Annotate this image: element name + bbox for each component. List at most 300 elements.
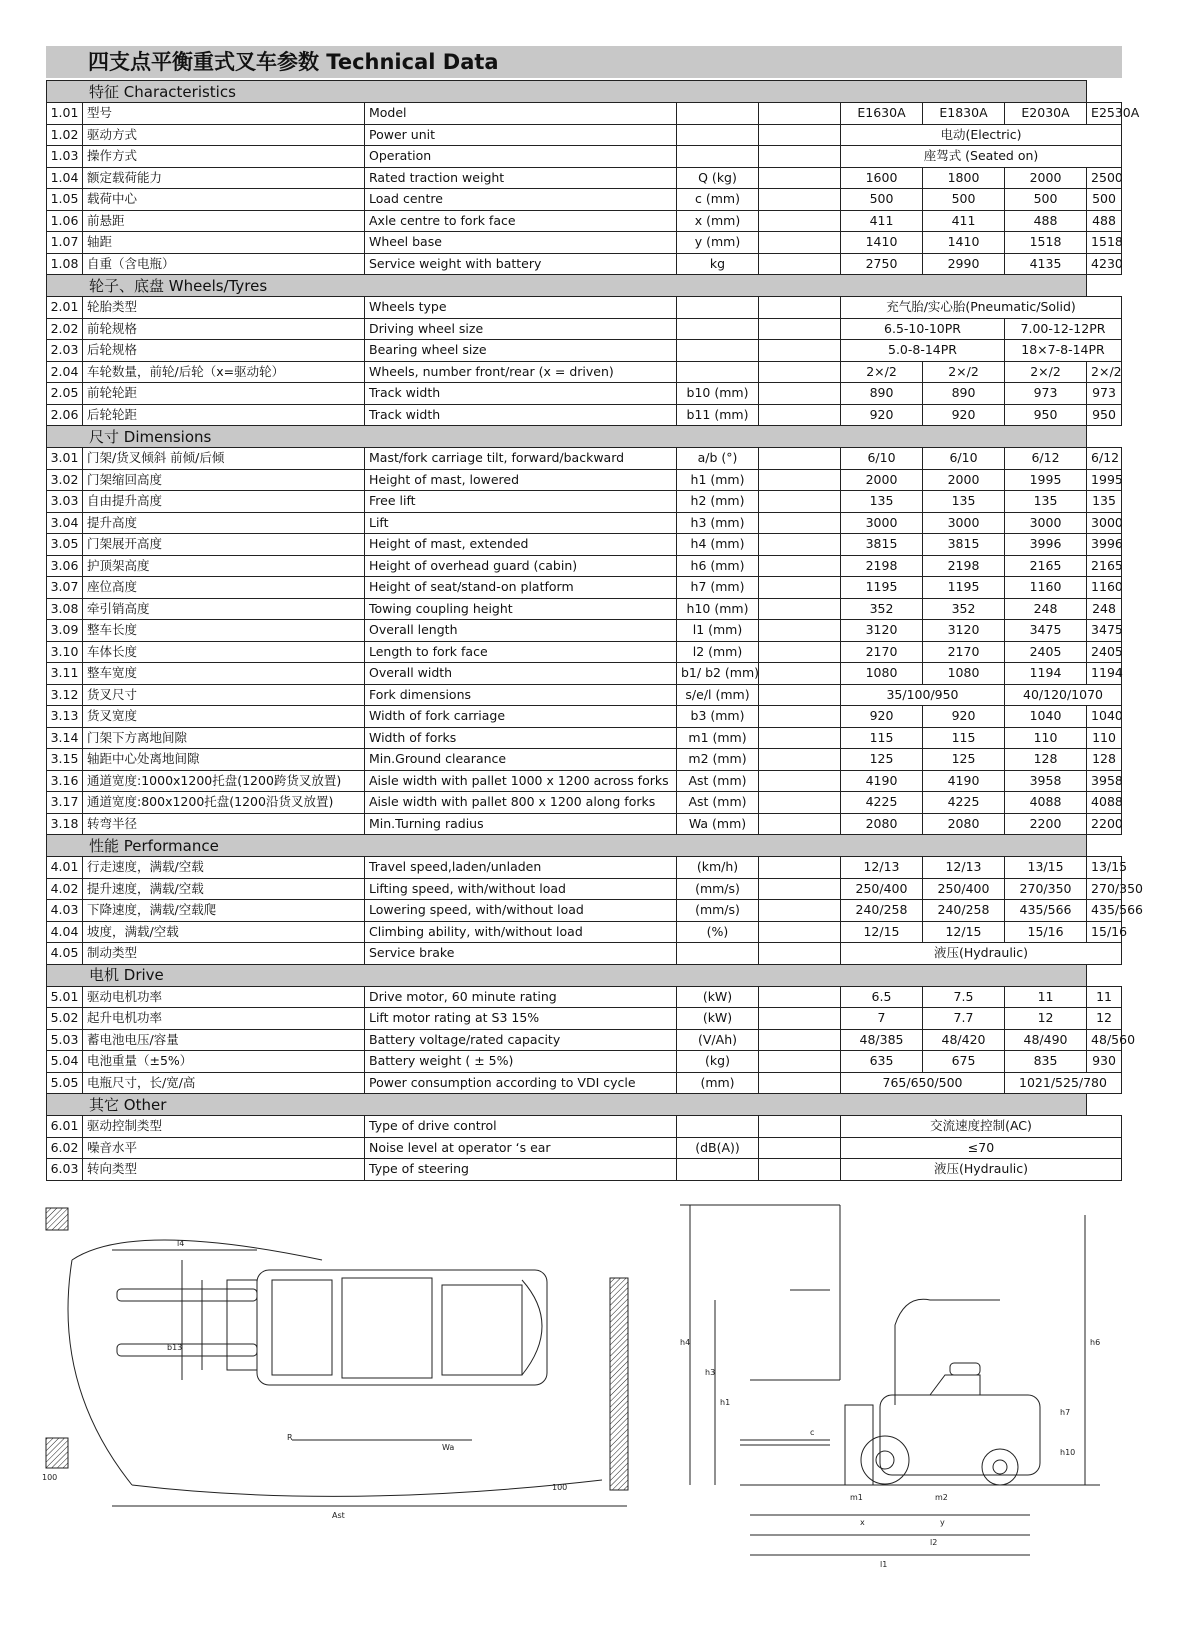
param-cn: 噪音水平 bbox=[83, 1137, 365, 1159]
table-row bbox=[47, 491, 1122, 513]
param-en: Driving wheel size bbox=[365, 318, 677, 340]
value: 1021/525/780 bbox=[1005, 1072, 1122, 1094]
table-row bbox=[47, 189, 1122, 211]
param-cn: 下降速度，满载/空载爬 bbox=[83, 900, 365, 922]
value: 352 bbox=[841, 598, 923, 620]
value: 3815 bbox=[923, 534, 1005, 556]
param-en: Length to fork face bbox=[365, 641, 677, 663]
value: 250/400 bbox=[923, 878, 1005, 900]
value: 2×/2 bbox=[1005, 361, 1087, 383]
value: 115 bbox=[841, 727, 923, 749]
table-row bbox=[47, 210, 1122, 232]
param-cn: 货叉宽度 bbox=[83, 706, 365, 728]
row-number: 1.03 bbox=[47, 146, 83, 168]
value: 2165 bbox=[1087, 555, 1122, 577]
spacer bbox=[759, 598, 841, 620]
unit: h7 (mm) bbox=[677, 577, 759, 599]
unit: (kW) bbox=[677, 986, 759, 1008]
value: 1194 bbox=[1005, 663, 1087, 685]
unit: x (mm) bbox=[677, 210, 759, 232]
value: 2×/2 bbox=[1087, 361, 1122, 383]
table-row bbox=[47, 598, 1122, 620]
value: 3958 bbox=[1087, 770, 1122, 792]
param-en: Aisle width with pallet 800 x 1200 along forks bbox=[365, 792, 677, 814]
spacer bbox=[759, 253, 841, 275]
value: 4230 bbox=[1087, 253, 1122, 275]
value: 液压(Hydraulic) bbox=[841, 1159, 1122, 1181]
value: 135 bbox=[841, 491, 923, 513]
value: 240/258 bbox=[923, 900, 1005, 922]
value: 3120 bbox=[923, 620, 1005, 642]
spacer bbox=[759, 1137, 841, 1159]
table-row bbox=[47, 383, 1122, 405]
value: E1830A bbox=[923, 103, 1005, 125]
spacer bbox=[759, 555, 841, 577]
row-number: 3.13 bbox=[47, 706, 83, 728]
value: 973 bbox=[1087, 383, 1122, 405]
param-cn: 门架/货叉倾斜 前倾/后倾 bbox=[83, 448, 365, 470]
dim-100-right: 100 bbox=[552, 1483, 568, 1492]
value: 6.5 bbox=[841, 986, 923, 1008]
value: 2×/2 bbox=[841, 361, 923, 383]
row-number: 3.08 bbox=[47, 598, 83, 620]
row-number: 2.01 bbox=[47, 297, 83, 319]
value: 12/15 bbox=[923, 921, 1005, 943]
value: 3815 bbox=[841, 534, 923, 556]
row-number: 2.03 bbox=[47, 340, 83, 362]
spacer bbox=[759, 534, 841, 556]
value: 125 bbox=[841, 749, 923, 771]
unit: b1/ b2 (mm) bbox=[677, 663, 759, 685]
value: 1195 bbox=[841, 577, 923, 599]
section-title: 尺寸 Dimensions bbox=[47, 426, 1087, 448]
table-row bbox=[47, 577, 1122, 599]
spacer bbox=[759, 1072, 841, 1094]
value: 3000 bbox=[1005, 512, 1087, 534]
value: 48/420 bbox=[923, 1029, 1005, 1051]
value: 411 bbox=[923, 210, 1005, 232]
section-title: 轮子、底盘 Wheels/Tyres bbox=[47, 275, 1087, 297]
param-cn: 车体长度 bbox=[83, 641, 365, 663]
section-header bbox=[47, 835, 1122, 857]
row-number: 3.10 bbox=[47, 641, 83, 663]
value: 12/13 bbox=[841, 857, 923, 879]
value: 4190 bbox=[841, 770, 923, 792]
value: 交流速度控制(AC) bbox=[841, 1116, 1122, 1138]
value: 890 bbox=[923, 383, 1005, 405]
value: 充气胎/实心胎(Pneumatic/Solid) bbox=[841, 297, 1122, 319]
spacer bbox=[759, 318, 841, 340]
row-number: 3.03 bbox=[47, 491, 83, 513]
value: 1410 bbox=[841, 232, 923, 254]
param-cn: 转弯半径 bbox=[83, 813, 365, 835]
param-cn: 护顶架高度 bbox=[83, 555, 365, 577]
value: 2000 bbox=[1005, 167, 1087, 189]
table-row bbox=[47, 167, 1122, 189]
table-row bbox=[47, 943, 1122, 965]
row-number: 1.06 bbox=[47, 210, 83, 232]
value: 2500 bbox=[1087, 167, 1122, 189]
value: 890 bbox=[841, 383, 923, 405]
value: 3000 bbox=[1087, 512, 1122, 534]
value: 110 bbox=[1005, 727, 1087, 749]
spacer bbox=[759, 1159, 841, 1181]
unit: h1 (mm) bbox=[677, 469, 759, 491]
value: 1995 bbox=[1005, 469, 1087, 491]
table-row bbox=[47, 663, 1122, 685]
param-en: Noise level at operator ‘s ear bbox=[365, 1137, 677, 1159]
unit: m2 (mm) bbox=[677, 749, 759, 771]
value: 6/10 bbox=[841, 448, 923, 470]
unit: (mm) bbox=[677, 1072, 759, 1094]
param-en: Climbing ability, with/without load bbox=[365, 921, 677, 943]
unit: (mm/s) bbox=[677, 900, 759, 922]
param-cn: 轴距 bbox=[83, 232, 365, 254]
row-number: 4.01 bbox=[47, 857, 83, 879]
param-en: Min.Ground clearance bbox=[365, 749, 677, 771]
param-cn: 转向类型 bbox=[83, 1159, 365, 1181]
value: 18×7-8-14PR bbox=[1005, 340, 1122, 362]
row-number: 5.04 bbox=[47, 1051, 83, 1073]
table-row bbox=[47, 1008, 1122, 1030]
value: 270/350 bbox=[1087, 878, 1122, 900]
value: 2165 bbox=[1005, 555, 1087, 577]
table-row bbox=[47, 103, 1122, 125]
param-en: Wheel base bbox=[365, 232, 677, 254]
row-number: 5.05 bbox=[47, 1072, 83, 1094]
param-cn: 座位高度 bbox=[83, 577, 365, 599]
param-cn: 提升速度，满载/空载 bbox=[83, 878, 365, 900]
param-en: Load centre bbox=[365, 189, 677, 211]
table-row bbox=[47, 727, 1122, 749]
table-row bbox=[47, 1137, 1122, 1159]
value: 2200 bbox=[1087, 813, 1122, 835]
value: 920 bbox=[841, 404, 923, 426]
row-number: 3.16 bbox=[47, 770, 83, 792]
table-row bbox=[47, 641, 1122, 663]
value: 12 bbox=[1087, 1008, 1122, 1030]
value: 930 bbox=[1087, 1051, 1122, 1073]
value: ≤70 bbox=[841, 1137, 1122, 1159]
param-cn: 整车宽度 bbox=[83, 663, 365, 685]
param-en: Travel speed,laden/unladen bbox=[365, 857, 677, 879]
unit: h2 (mm) bbox=[677, 491, 759, 513]
unit: (V/Ah) bbox=[677, 1029, 759, 1051]
param-cn: 操作方式 bbox=[83, 146, 365, 168]
param-cn: 牵引销高度 bbox=[83, 598, 365, 620]
param-en: Free lift bbox=[365, 491, 677, 513]
value: 2405 bbox=[1005, 641, 1087, 663]
spacer bbox=[759, 361, 841, 383]
spacer bbox=[759, 1116, 841, 1138]
dim-h1: h1 bbox=[720, 1398, 731, 1407]
value: 1518 bbox=[1005, 232, 1087, 254]
dim-ast: Ast bbox=[332, 1511, 345, 1520]
spacer bbox=[759, 167, 841, 189]
value: 352 bbox=[923, 598, 1005, 620]
table-row bbox=[47, 448, 1122, 470]
row-number: 3.05 bbox=[47, 534, 83, 556]
param-cn: 载荷中心 bbox=[83, 189, 365, 211]
value: 250/400 bbox=[841, 878, 923, 900]
value: E1630A bbox=[841, 103, 923, 125]
top-view-drawing bbox=[42, 1200, 632, 1535]
value: 115 bbox=[923, 727, 1005, 749]
unit bbox=[677, 124, 759, 146]
section-header bbox=[47, 1094, 1122, 1116]
spacer bbox=[759, 210, 841, 232]
row-number: 3.11 bbox=[47, 663, 83, 685]
value: 3996 bbox=[1087, 534, 1122, 556]
param-cn: 制动类型 bbox=[83, 943, 365, 965]
section-header bbox=[47, 275, 1122, 297]
value: 1040 bbox=[1087, 706, 1122, 728]
param-en: Lowering speed, with/without load bbox=[365, 900, 677, 922]
value: 411 bbox=[841, 210, 923, 232]
param-en: Battery weight ( ± 5%) bbox=[365, 1051, 677, 1073]
unit bbox=[677, 361, 759, 383]
table-row bbox=[47, 900, 1122, 922]
spacer bbox=[759, 189, 841, 211]
table-row bbox=[47, 857, 1122, 879]
dim-h3: h3 bbox=[705, 1368, 716, 1377]
row-number: 1.04 bbox=[47, 167, 83, 189]
value: 6/12 bbox=[1087, 448, 1122, 470]
dim-l2: l2 bbox=[930, 1538, 938, 1547]
spacer bbox=[759, 641, 841, 663]
unit: m1 (mm) bbox=[677, 727, 759, 749]
row-number: 1.01 bbox=[47, 103, 83, 125]
section-header bbox=[47, 426, 1122, 448]
param-cn: 坡度，满载/空载 bbox=[83, 921, 365, 943]
value: 240/258 bbox=[841, 900, 923, 922]
value: 635 bbox=[841, 1051, 923, 1073]
value: 1800 bbox=[923, 167, 1005, 189]
table-row bbox=[47, 620, 1122, 642]
table-row bbox=[47, 1029, 1122, 1051]
spacer bbox=[759, 943, 841, 965]
spacer bbox=[759, 706, 841, 728]
row-number: 2.05 bbox=[47, 383, 83, 405]
value: 12/15 bbox=[841, 921, 923, 943]
param-en: Rated traction weight bbox=[365, 167, 677, 189]
value: 11 bbox=[1087, 986, 1122, 1008]
value: 500 bbox=[1005, 189, 1087, 211]
value: 15/16 bbox=[1087, 921, 1122, 943]
table-row bbox=[47, 986, 1122, 1008]
value: 435/566 bbox=[1087, 900, 1122, 922]
value: 3120 bbox=[841, 620, 923, 642]
value: 13/15 bbox=[1087, 857, 1122, 879]
value: 920 bbox=[923, 706, 1005, 728]
row-number: 4.03 bbox=[47, 900, 83, 922]
param-cn: 驱动方式 bbox=[83, 124, 365, 146]
dim-h7: h7 bbox=[1060, 1408, 1071, 1417]
param-cn: 自重（含电瓶） bbox=[83, 253, 365, 275]
param-en: Battery voltage/rated capacity bbox=[365, 1029, 677, 1051]
value: 135 bbox=[923, 491, 1005, 513]
param-en: Fork dimensions bbox=[365, 684, 677, 706]
value: 2080 bbox=[923, 813, 1005, 835]
param-cn: 后轮轮距 bbox=[83, 404, 365, 426]
table-row bbox=[47, 318, 1122, 340]
value: 1194 bbox=[1087, 663, 1122, 685]
value: 500 bbox=[841, 189, 923, 211]
row-number: 5.03 bbox=[47, 1029, 83, 1051]
unit: b3 (mm) bbox=[677, 706, 759, 728]
row-number: 5.02 bbox=[47, 1008, 83, 1030]
value: 248 bbox=[1005, 598, 1087, 620]
param-cn: 自由提升高度 bbox=[83, 491, 365, 513]
value: 2750 bbox=[841, 253, 923, 275]
unit: h4 (mm) bbox=[677, 534, 759, 556]
value: 3996 bbox=[1005, 534, 1087, 556]
unit: l1 (mm) bbox=[677, 620, 759, 642]
param-cn: 蓄电池电压/容量 bbox=[83, 1029, 365, 1051]
value: 1600 bbox=[841, 167, 923, 189]
page-title: 四支点平衡重式叉车参数 Technical Data bbox=[46, 46, 1122, 78]
param-cn: 驱动控制类型 bbox=[83, 1116, 365, 1138]
value: 电动(Electric) bbox=[841, 124, 1122, 146]
value: 135 bbox=[1005, 491, 1087, 513]
table-row bbox=[47, 534, 1122, 556]
spacer bbox=[759, 857, 841, 879]
value: 128 bbox=[1005, 749, 1087, 771]
unit bbox=[677, 1116, 759, 1138]
value: 7 bbox=[841, 1008, 923, 1030]
param-en: Lifting speed, with/without load bbox=[365, 878, 677, 900]
param-cn: 型号 bbox=[83, 103, 365, 125]
unit: Wa (mm) bbox=[677, 813, 759, 835]
value: 12/13 bbox=[923, 857, 1005, 879]
param-en: Track width bbox=[365, 383, 677, 405]
dim-wa: Wa bbox=[442, 1443, 455, 1452]
value: 13/15 bbox=[1005, 857, 1087, 879]
param-cn: 整车长度 bbox=[83, 620, 365, 642]
param-en: Height of mast, lowered bbox=[365, 469, 677, 491]
spacer bbox=[759, 792, 841, 814]
dim-h4: h4 bbox=[680, 1338, 691, 1347]
param-cn: 额定载荷能力 bbox=[83, 167, 365, 189]
row-number: 3.18 bbox=[47, 813, 83, 835]
unit: h3 (mm) bbox=[677, 512, 759, 534]
param-cn: 前悬距 bbox=[83, 210, 365, 232]
param-en: Lift motor rating at S3 15% bbox=[365, 1008, 677, 1030]
value: 48/490 bbox=[1005, 1029, 1087, 1051]
param-en: Overall width bbox=[365, 663, 677, 685]
value: 6.5-10-10PR bbox=[841, 318, 1005, 340]
value: 15/16 bbox=[1005, 921, 1087, 943]
dim-h10: h10 bbox=[1060, 1448, 1076, 1457]
value: 1160 bbox=[1087, 577, 1122, 599]
value: 11 bbox=[1005, 986, 1087, 1008]
param-en: Width of forks bbox=[365, 727, 677, 749]
spacer bbox=[759, 770, 841, 792]
value: 12 bbox=[1005, 1008, 1087, 1030]
row-number: 3.01 bbox=[47, 448, 83, 470]
value: 4225 bbox=[923, 792, 1005, 814]
value: 35/100/950 bbox=[841, 684, 1005, 706]
value: 5.0-8-14PR bbox=[841, 340, 1005, 362]
value: 3475 bbox=[1005, 620, 1087, 642]
param-cn: 门架缩回高度 bbox=[83, 469, 365, 491]
unit: s/e/l (mm) bbox=[677, 684, 759, 706]
dim-y: y bbox=[940, 1518, 945, 1527]
unit bbox=[677, 1159, 759, 1181]
row-number: 2.02 bbox=[47, 318, 83, 340]
param-en: Overall length bbox=[365, 620, 677, 642]
spacer bbox=[759, 727, 841, 749]
spacer bbox=[759, 878, 841, 900]
unit bbox=[677, 297, 759, 319]
param-cn: 起升电机功率 bbox=[83, 1008, 365, 1030]
param-cn: 前轮轮距 bbox=[83, 383, 365, 405]
spacer bbox=[759, 103, 841, 125]
param-en: Lift bbox=[365, 512, 677, 534]
row-number: 6.02 bbox=[47, 1137, 83, 1159]
value: 2000 bbox=[923, 469, 1005, 491]
spacer bbox=[759, 1008, 841, 1030]
value: 40/120/1070 bbox=[1005, 684, 1122, 706]
table-row bbox=[47, 706, 1122, 728]
table-row bbox=[47, 512, 1122, 534]
param-en: Service brake bbox=[365, 943, 677, 965]
table-row bbox=[47, 340, 1122, 362]
value: 4135 bbox=[1005, 253, 1087, 275]
section-title: 特征 Characteristics bbox=[47, 81, 1087, 103]
table-row bbox=[47, 253, 1122, 275]
param-cn: 前轮规格 bbox=[83, 318, 365, 340]
table-row bbox=[47, 469, 1122, 491]
unit: (%) bbox=[677, 921, 759, 943]
dim-r: R bbox=[287, 1433, 293, 1442]
dim-l4: l4 bbox=[177, 1239, 185, 1248]
row-number: 3.02 bbox=[47, 469, 83, 491]
unit bbox=[677, 340, 759, 362]
dim-100-left: 100 bbox=[42, 1473, 58, 1482]
param-en: Min.Turning radius bbox=[365, 813, 677, 835]
spacer bbox=[759, 620, 841, 642]
value: 920 bbox=[841, 706, 923, 728]
value: 2198 bbox=[923, 555, 1005, 577]
unit: (kg) bbox=[677, 1051, 759, 1073]
row-number: 3.17 bbox=[47, 792, 83, 814]
spacer bbox=[759, 383, 841, 405]
value: 125 bbox=[923, 749, 1005, 771]
spacer bbox=[759, 491, 841, 513]
param-cn: 行走速度，满载/空载 bbox=[83, 857, 365, 879]
value: 1195 bbox=[923, 577, 1005, 599]
dim-m2: m2 bbox=[935, 1493, 948, 1502]
value: 435/566 bbox=[1005, 900, 1087, 922]
param-en: Power consumption according to VDI cycle bbox=[365, 1072, 677, 1094]
section-title: 电机 Drive bbox=[47, 964, 1087, 986]
param-cn: 后轮规格 bbox=[83, 340, 365, 362]
spacer bbox=[759, 1029, 841, 1051]
dim-l1: l1 bbox=[880, 1560, 888, 1569]
param-cn: 门架展开高度 bbox=[83, 534, 365, 556]
unit: c (mm) bbox=[677, 189, 759, 211]
section-title: 性能 Performance bbox=[47, 835, 1087, 857]
row-number: 2.06 bbox=[47, 404, 83, 426]
value: 1080 bbox=[923, 663, 1005, 685]
unit: Ast (mm) bbox=[677, 770, 759, 792]
unit: Ast (mm) bbox=[677, 792, 759, 814]
row-number: 1.07 bbox=[47, 232, 83, 254]
spacer bbox=[759, 663, 841, 685]
spacer bbox=[759, 813, 841, 835]
value: E2030A bbox=[1005, 103, 1087, 125]
